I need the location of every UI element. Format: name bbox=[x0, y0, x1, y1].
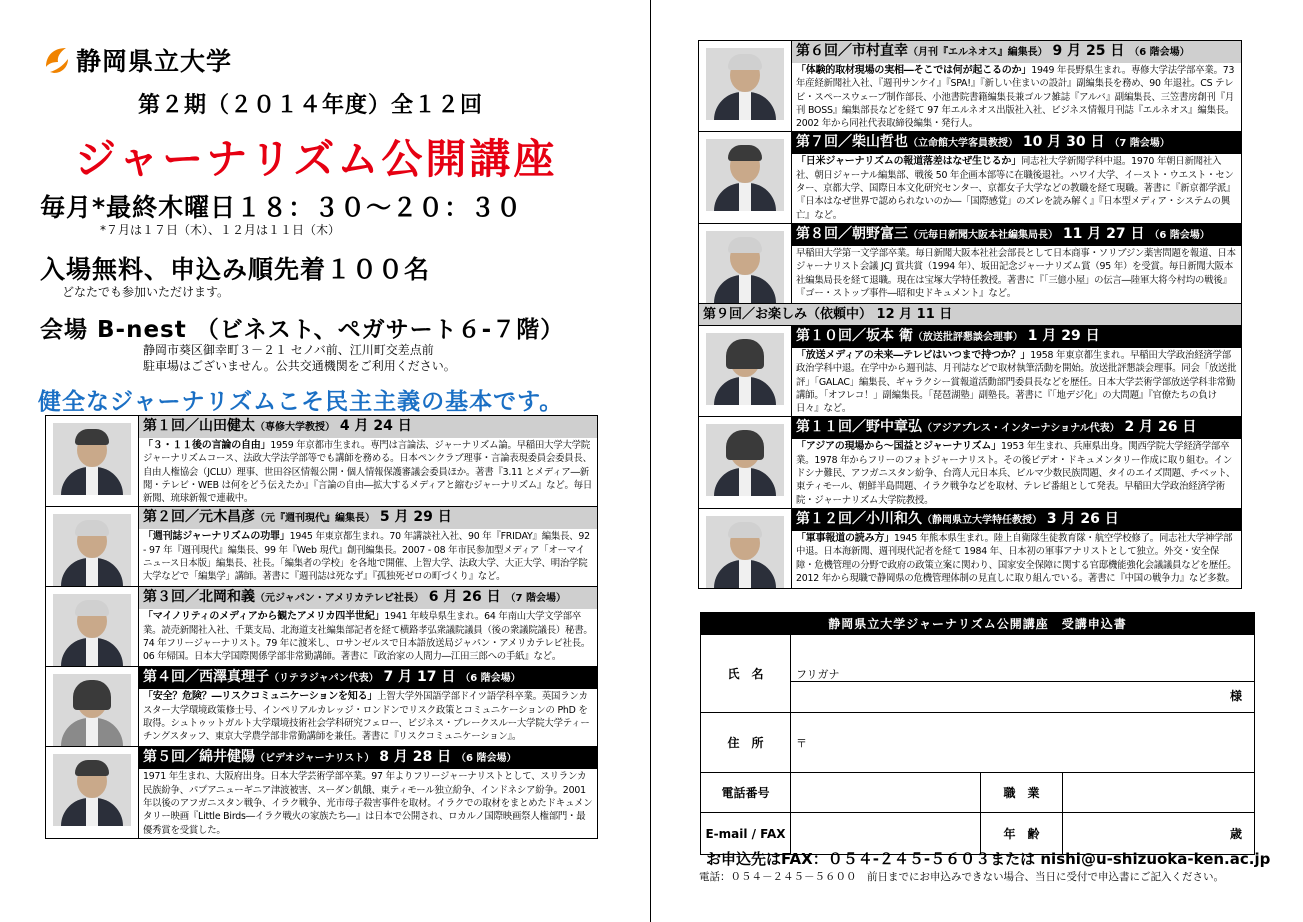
lecture-floor: （6 階会場） bbox=[1129, 47, 1190, 58]
speaker-bio: 1945 年東京都生まれ。70 年講談社入社、90 年『FRIDAY』編集長、92 - 97 年『週刊現代』編集長、99 年『Web 現代』創刊編集長。2007 - 08 年市民参加型メディア「オーマイニュース日本版」編集長、社長。「編集者の学校」を各地で開催、上智大学、法政大学、大正大学、明治学院大学などで「編集学」講師。著書に『週刊誌は死なず』『孤独死ゼロの町づくり』など。 bbox=[143, 531, 590, 583]
postal-mark: 〒 bbox=[796, 736, 807, 750]
lecture-table-left bbox=[45, 415, 598, 839]
lecture-theme: 「マイノリティのメディアから観たアメリカ四半世紀」 bbox=[143, 611, 385, 623]
lecture-row bbox=[699, 508, 1242, 588]
lecture-description bbox=[139, 689, 597, 744]
lecture-theme: 「放送メディアの未来―テレビはいつまで持つか？」 bbox=[796, 349, 1031, 361]
address-label: 住 所 bbox=[701, 713, 791, 773]
lecture-theme: 「軍事報道の読み方」 bbox=[796, 532, 894, 544]
lecture-date: 10 月 30 日 bbox=[1022, 134, 1105, 151]
speaker-affiliation: （元『週刊現代』編集長） bbox=[255, 513, 375, 525]
speaker-affiliation: （リテラジャパン代表） bbox=[269, 673, 379, 685]
speaker-affiliation: （アジアプレス・インターナショナル代表） bbox=[922, 423, 1120, 435]
speaker-photo bbox=[53, 514, 131, 586]
name-label: 氏 名 bbox=[701, 635, 791, 713]
admission: 入場無料、申込み順先着１００名 bbox=[40, 255, 431, 284]
lecture-theme: 「週刊誌ジャーナリズムの功罪」 bbox=[143, 531, 290, 543]
lecture-row bbox=[699, 417, 1242, 508]
age-label: 年 齢 bbox=[981, 813, 1063, 855]
lecture-info bbox=[792, 508, 1242, 588]
lecture-date: 3 月 26 日 bbox=[1046, 510, 1119, 527]
lecture-date: 6 月 26 日 bbox=[428, 589, 501, 606]
lecture-header bbox=[139, 667, 597, 689]
speaker-affiliation: （立命館大学客員教授） bbox=[908, 138, 1018, 150]
speaker-bio: 同志社大学新聞学科中退。1970 年朝日新聞社入社、朝日ジャーナル編集部、戦後 50 年企画本部等に在職後退社。ハワイ大学、イースト・ウエスト・センター、京都大学、国際日本文化研究センター、京都女子大学などの教職を経て現職。著書に『新京都学派』『日本はなぜ世界で認められないのか―「国際感覚」のズレを読み解く』『日本型メディア・システムの興亡』など。 bbox=[796, 156, 1236, 221]
lecture-row bbox=[699, 325, 1242, 416]
lecture-date: 5 月 29 日 bbox=[379, 509, 452, 526]
speaker-affiliation: （元毎日新聞大阪本社編集局長） bbox=[908, 229, 1058, 241]
speaker-photo-cell bbox=[699, 41, 792, 132]
phone-label: 電話番号 bbox=[701, 773, 791, 813]
speaker-photo-cell bbox=[699, 132, 792, 223]
lecture-row bbox=[46, 667, 598, 747]
left-page bbox=[0, 0, 650, 922]
lecture-round: 第１２回／小川和久 bbox=[796, 510, 922, 527]
lecture-date: 2 月 26 日 bbox=[1124, 419, 1197, 436]
lecture-description bbox=[792, 63, 1241, 131]
lecture-row bbox=[699, 132, 1242, 223]
page-title: ジャーナリズム公開講座 bbox=[75, 135, 558, 183]
university-name: 静岡県立大学 bbox=[76, 47, 233, 76]
lecture-round: 第６回／市村直幸 bbox=[796, 43, 908, 59]
lecture-header bbox=[792, 224, 1241, 246]
lecture-date: 8 月 28 日 bbox=[379, 749, 452, 766]
speaker-photo bbox=[706, 48, 784, 120]
speaker-photo-cell bbox=[46, 667, 139, 747]
honorific-label: 様 bbox=[1230, 689, 1243, 703]
speaker-photo bbox=[706, 424, 784, 496]
speaker-bio: 上智大学外国語学部ドイツ語学科卒業。英国ランカスター大学環境政策修士号、インペリアルカレッジ・ロンドンでリスク政策とコミュニケーションの PhD を取得。シュトゥットガルト大学環境技術社会学科研究フェロー、ビジネス・ブレークスルー大学院大学ティーチングスタッフ、東京大学農学部非常勤講師を兼任。著書に『リスクコミュニケーション』。 bbox=[143, 691, 590, 743]
lecture-row bbox=[46, 507, 598, 587]
occupation-label: 職 業 bbox=[981, 773, 1063, 813]
speaker-photo-cell bbox=[699, 508, 792, 588]
lecture-round: 第７回／柴山哲也 bbox=[796, 134, 908, 151]
speaker-affiliation: （専修大学教授） bbox=[255, 422, 335, 433]
lecture-round: 第４回／西澤真理子 bbox=[143, 669, 269, 686]
lecture-description bbox=[792, 154, 1241, 222]
speaker-bio: 1953 年生まれ、兵庫県出身。関西学院大学経済学部卒業。1978 年からフリーのフォトジャーナリスト。その後ビデオ・ドキュメンタリー作成に取り組む。インドシナ難民、アフガニスタン紛争、台湾人元日本兵、ビルマ少数民族問題、タイのエイズ問題、チベット、東ティモール、朝鮮半島問題、イラク戦争などを取材、テレビ番組として発表。早稲田大学政治経済学術院・ジャーナリズム大学院教授。 bbox=[796, 441, 1236, 506]
speaker-photo bbox=[53, 674, 131, 746]
venue-address: 静岡市葵区御幸町３－２１ セノバ前、江川町交差点前 bbox=[143, 343, 434, 357]
slogan: 健全なジャーナリズムこそ民主主義の基本です。 bbox=[38, 389, 564, 415]
lecture-date: 4 月 24 日 bbox=[339, 418, 412, 434]
lecture-info bbox=[792, 223, 1242, 303]
series-label: 第２期（２０１４年度）全１２回 bbox=[138, 93, 484, 118]
lecture-round: 第３回／北岡和義 bbox=[143, 589, 255, 606]
speaker-photo bbox=[53, 754, 131, 826]
lecture-header bbox=[792, 326, 1241, 348]
lecture-description bbox=[792, 246, 1241, 301]
speaker-photo-cell bbox=[46, 416, 139, 507]
schedule: 毎月*最終木曜日１８：３０～２０：３０ bbox=[40, 193, 523, 222]
lecture-description bbox=[792, 531, 1241, 586]
lecture-header bbox=[139, 416, 597, 438]
lecture-description bbox=[139, 769, 597, 837]
speaker-affiliation: （放送批評懇談会理事） bbox=[912, 331, 1023, 343]
speaker-photo-cell bbox=[699, 417, 792, 508]
speaker-affiliation: （月刊『エルネオス』編集長） bbox=[908, 47, 1048, 58]
lecture-header bbox=[792, 509, 1241, 531]
speaker-bio: 早稲田大学第一文学部卒業。毎日新聞大阪本社社会部長として日本商事・ソリブジン薬害問題を報道、日本ジャーナリスト会議 JCJ 賞共賞（1994 年）、坂田記念ジャーナリズム賞（95 年）を受賞。毎日新聞大阪本社編集局長を経て退職。現在は宝塚大学特任教授。著書に『「三億小屋」の伝言―陸軍大将今村均の戦後』『ゴー・ストップ事件―昭和史ドキュメント』など。 bbox=[796, 247, 1236, 299]
email-label: E-mail / FAX bbox=[701, 813, 791, 855]
lecture-row bbox=[46, 587, 598, 667]
lecture-header bbox=[792, 41, 1241, 63]
lecture-info bbox=[139, 587, 598, 667]
lecture-info bbox=[792, 417, 1242, 508]
form-title: 静岡県立大学ジャーナリズム公開講座 受講申込書 bbox=[701, 613, 1255, 635]
speaker-affiliation: （ビデオジャーナリスト） bbox=[255, 753, 375, 765]
lecture-header bbox=[139, 747, 597, 769]
lecture-title: 第９回／お楽しみ（依頼中） 12 月 11 日 bbox=[699, 303, 1242, 325]
lecture-description bbox=[139, 529, 597, 584]
lecture-info bbox=[792, 132, 1242, 223]
lecture-info bbox=[139, 747, 598, 838]
lecture-round: 第１０回／坂本 衛 bbox=[796, 327, 913, 344]
speaker-photo bbox=[53, 423, 131, 495]
occupation-field[interactable] bbox=[1063, 773, 1255, 813]
lecture-row bbox=[46, 747, 598, 838]
lecture-floor: （6 階会場） bbox=[460, 673, 521, 685]
lecture-round: 第１１回／野中章弘 bbox=[796, 419, 922, 436]
speaker-affiliation: （元ジャパン・アメリカテレビ社長） bbox=[255, 593, 424, 605]
admission-note: どなたでも参加いただけます。 bbox=[62, 285, 230, 299]
speaker-bio: 1945 年熊本県生まれ。陸上自衛隊生徒教育隊・航空学校修了。同志社大学神学部中退。日本海新聞、週刊現代記者を経て 1984 年、日本初の軍事アナリストとして独立。外交・安全保障・危機管理の分野で政府の政策立案に関わり、国家安全保障に関する官邸機能強化会議議員などを歴任。2012 年から現職で静岡県の危機管理体制の見直しに取り組んでいる。著書に『中国の戦争力』など多数。 bbox=[796, 532, 1237, 584]
speaker-photo-cell bbox=[46, 747, 139, 838]
speaker-bio: 1959 年京都市生まれ。専門は言論法、ジャーナリズム論。早稲田大学大学院ジャーナリズムコース、法政大学法学部等でも講師を務める。日本ペンクラブ理事・言論表現委員会委員長、自由人権協会（JCLU）理事、世田谷区情報公開・個人情報保護審議会委員ほか。著書『3.11 とメディア―新聞・テレビ・WEB は何をどう伝えたか』『言論の自由―拡大するメディアと縮むジャーナリズム』など。毎日新聞、琉球新報で連載中。 bbox=[143, 440, 593, 505]
lecture-row bbox=[46, 416, 598, 507]
speaker-affiliation: （静岡県立大学特任教授） bbox=[922, 514, 1042, 526]
lecture-round: 第２回／元木昌彦 bbox=[143, 509, 255, 526]
lecture-date: 11 月 27 日 bbox=[1062, 225, 1145, 242]
lecture-theme: 「体験的取材現場の実相―そこでは何が起こるのか」 bbox=[796, 65, 1032, 76]
lecture-theme: 「３・１１後の言論の自由」 bbox=[143, 440, 271, 451]
lecture-table-right bbox=[698, 40, 1242, 589]
speaker-bio: 1971 年生まれ、大阪府出身。日本大学芸術学部卒業。97 年よりフリージャーナリストとして、スリランカ民族紛争、パプアニューギニア津波被害、スーダン飢餓、東ティモール独立紛争、インドネシア紛争。2001 年以後のアフガニスタン戦争、イラク戦争、光市母子殺害事件を取材。イラクでの取材をまとめたドキュメンタリー映画『Little Birds―イラク戦火の家族たち―』は日本で公開され、ロカルノ国際映画祭人権部門・最優秀賞を受賞した。 bbox=[143, 771, 593, 836]
lecture-date: 9 月 25 日 bbox=[1052, 43, 1125, 59]
speaker-photo-cell bbox=[46, 587, 139, 667]
lecture-round: 第１回／山田健太 bbox=[143, 418, 255, 434]
lecture-round: 第５回／綿井健陽 bbox=[143, 749, 255, 766]
speaker-photo-cell bbox=[699, 223, 792, 303]
speaker-photo-cell bbox=[46, 507, 139, 587]
furigana-label: フリガナ bbox=[791, 665, 1254, 682]
lecture-header bbox=[792, 417, 1241, 439]
speaker-photo bbox=[706, 139, 784, 211]
lecture-row bbox=[699, 303, 1242, 325]
university-logo bbox=[42, 42, 232, 78]
lecture-theme: 「アジアの現場から～国益とジャーナリズム」 bbox=[796, 441, 1001, 453]
lecture-theme: 「日米ジャーナリズムの報道落差はなぜ生じるか」 bbox=[796, 156, 1021, 168]
speaker-photo-cell bbox=[699, 325, 792, 416]
age-unit: 歳 bbox=[1230, 827, 1243, 841]
phone-contact: 電話：０５４－２４５－５６００ 前日までにお申込みできない場合、当日に受付で申込書にご記入ください。 bbox=[699, 871, 1224, 883]
schedule-note: *７月は１７日（木）、１２月は１１日（木） bbox=[100, 223, 341, 237]
lecture-info bbox=[139, 507, 598, 587]
venue: 会場 B-nest （ビネスト、ペガサート６-７階） bbox=[40, 317, 565, 343]
lecture-row bbox=[699, 223, 1242, 303]
right-page bbox=[651, 0, 1303, 922]
lecture-description bbox=[792, 439, 1241, 507]
speaker-photo bbox=[706, 333, 784, 405]
lecture-description bbox=[792, 348, 1241, 416]
lecture-date: 1 月 29 日 bbox=[1027, 327, 1100, 344]
lecture-header bbox=[139, 507, 597, 529]
speaker-bio: 1958 年東京都生まれ。早稲田大学政治経済学部政治学科中退。在学中から週刊誌、月刊誌などで取材執筆活動を開始。放送批評懇談会理事。同会「放送批評」「GALAC」編集長、ギャラクシー賞報道活動部門委員長などを歴任。日本大学芸術学部放送学科非常勤講師。「オフレコ！」副編集長。「琵琶湖塾」副塾長。著書に『「地デジ化」の大問題』『官僚たちの負け日々』など。 bbox=[796, 349, 1237, 415]
name-field[interactable] bbox=[791, 635, 1255, 713]
speaker-photo bbox=[706, 516, 784, 588]
phone-field[interactable] bbox=[791, 773, 981, 813]
lecture-description bbox=[139, 609, 597, 664]
lecture-floor: （7 階会場） bbox=[505, 593, 566, 605]
application-form bbox=[700, 612, 1255, 855]
speaker-bio: 1949 年長野県生まれ。専修大学法学部卒業。73 年産経新聞社入社、『週刊サンケイ』『SPA!』『新しい住まいの設計』副編集長を務め、90 年退社。CS テレビ・スペースウェーブ制作部長、小池書院書籍編集長兼ゴルフ雑誌『アルバ』副編集長、三笠書房創刊『月刊 BOSS』編集部長などを経て 97 年エルネオス出版社入社、ビジネス情報月刊誌『エルネオス』編集長。2002 年から同社代表取締役編集・発行人。 bbox=[796, 65, 1235, 130]
lecture-floor: （7 階会場） bbox=[1109, 138, 1170, 150]
lecture-floor: （6 階会場） bbox=[456, 753, 517, 765]
lecture-info bbox=[792, 325, 1242, 416]
lecture-theme: 「安全？危険？―リスクコミュニケーションを知る」 bbox=[143, 691, 378, 703]
venue-parking: 駐車場はございません。公共交通機関をご利用ください。 bbox=[143, 359, 456, 373]
speaker-bio: 1941 年岐阜県生まれ。64 年南山大学文学部卒業。読売新聞社入社、千葉支局、北海道支社編集部記者を経て横路孝弘衆議院議員（後の衆議院議長）秘書。74 年フリージャーナリスト。79 年に渡米し、ロサンゼルスで日本語放送局ジャパン・アメリカテレビ社長。06 年帰国。日本大学国際関係学部非常勤講師。著書に『政治家の人間力―江田三郎への手紙』など。 bbox=[143, 611, 593, 663]
address-field[interactable] bbox=[791, 713, 1255, 773]
speaker-photo bbox=[53, 594, 131, 666]
lecture-info bbox=[139, 416, 598, 507]
speaker-photo bbox=[706, 231, 784, 303]
lecture-row bbox=[699, 41, 1242, 132]
lecture-description bbox=[139, 438, 597, 506]
lecture-info bbox=[139, 667, 598, 747]
lecture-header bbox=[792, 132, 1241, 154]
university-logo-icon bbox=[42, 45, 72, 75]
lecture-round: 第８回／朝野富三 bbox=[796, 225, 908, 242]
lecture-info bbox=[792, 41, 1242, 132]
lecture-floor: （6 階会場） bbox=[1149, 229, 1210, 241]
lecture-header bbox=[139, 587, 597, 609]
application-contact: お申込先はFAX：０５４-２４５-５６０３または nishi@u-shizuoka-ken.ac.jp bbox=[706, 850, 1271, 868]
lecture-date: 7 月 17 日 bbox=[383, 669, 456, 686]
